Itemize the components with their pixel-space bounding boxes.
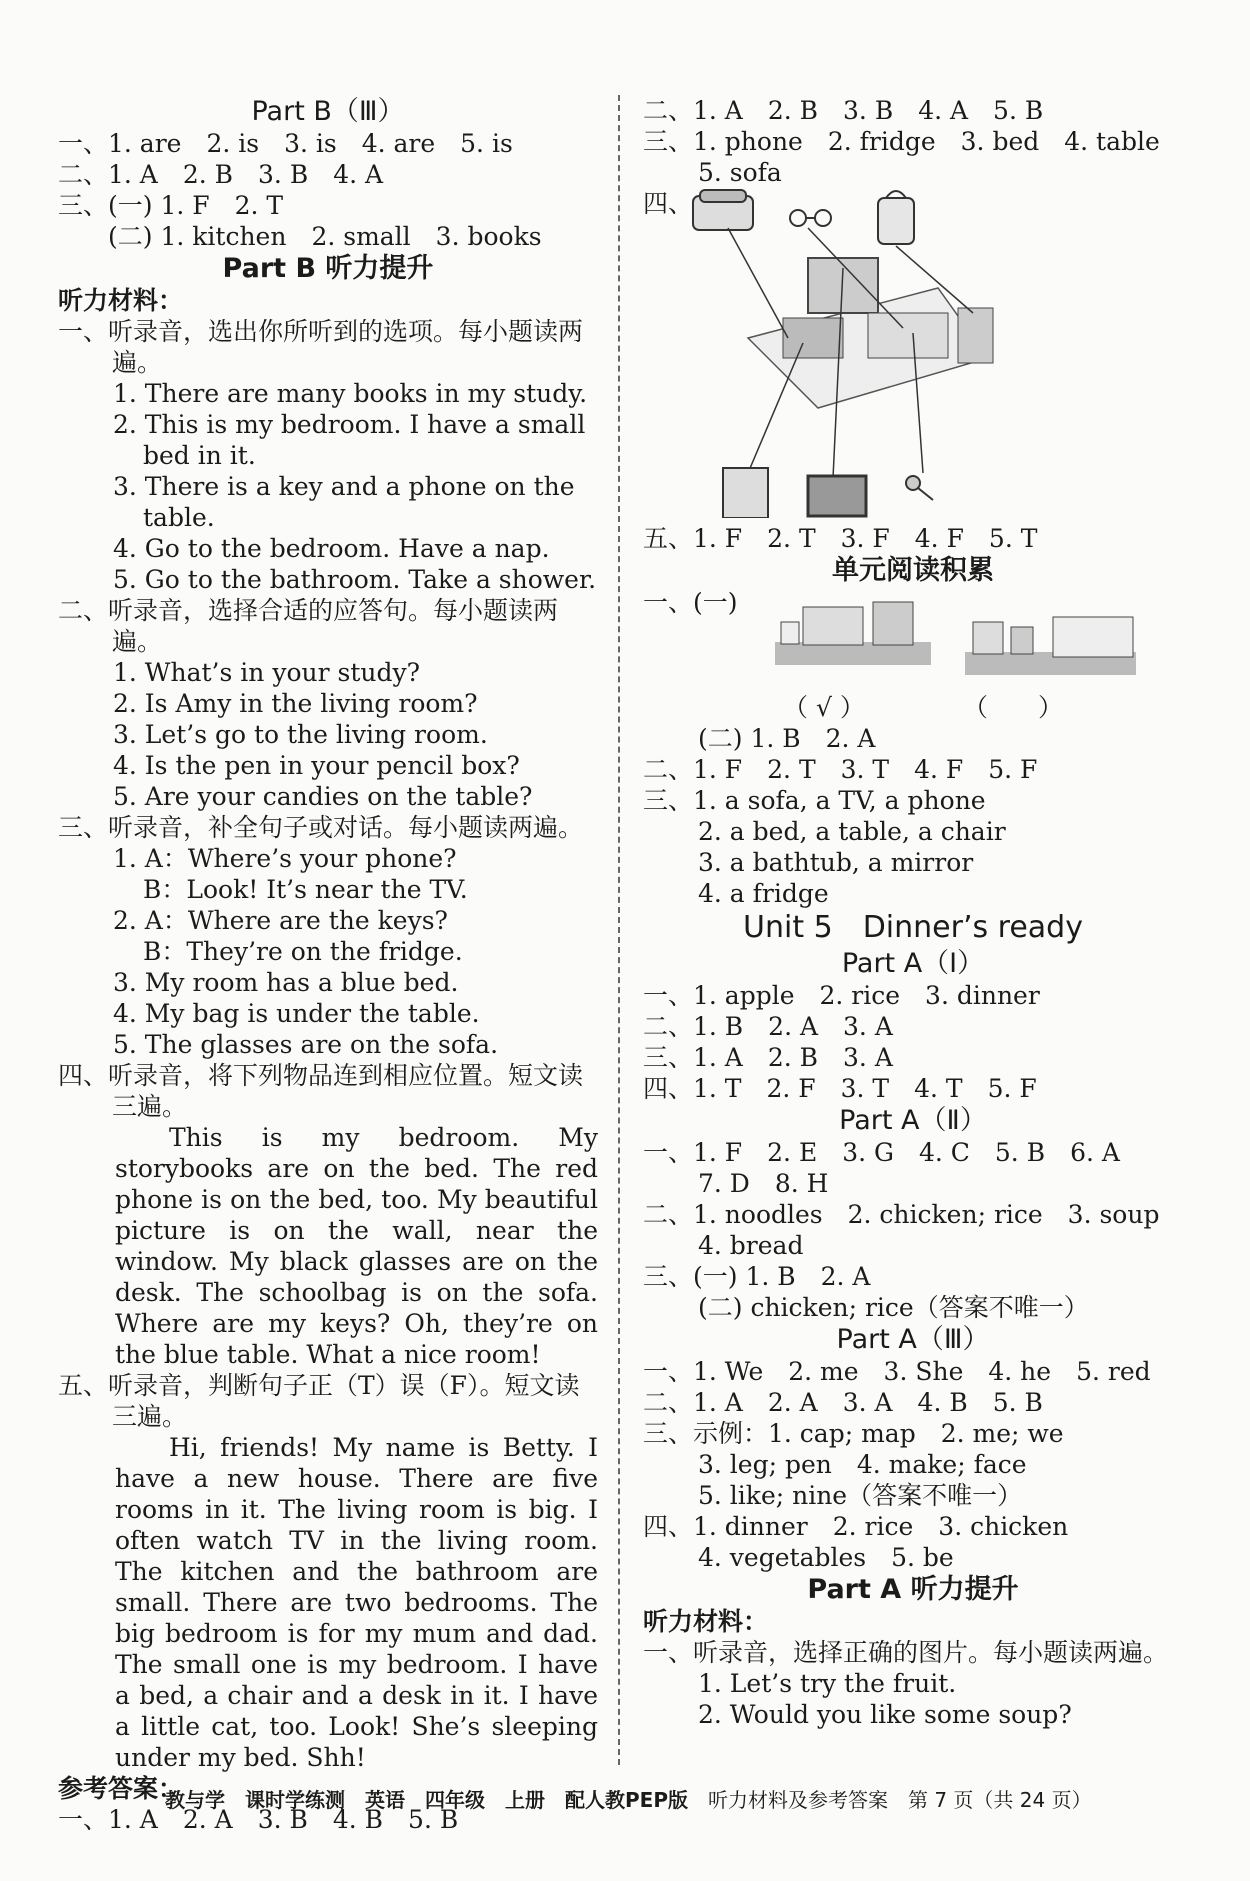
answer-line: 三、1. A 2. B 3. A	[643, 1043, 893, 1072]
page-footer	[165, 1785, 1165, 1816]
answer-line: (二) 1. B 2. A	[698, 724, 876, 753]
answer-label: 参考答案：	[58, 1774, 184, 1803]
right-column	[643, 95, 1183, 1730]
list-item: 3. My room has a blue bed.	[113, 968, 459, 997]
passage: This is my bedroom. My storybooks are on the bed. The red phone is on the bed, too. My beautiful picture is on the wall, near the window. My black glasses are on the desk. The schoolbag is on the sofa. Where are my keys? Oh, they’re on the blue table. What a nice room!	[115, 1123, 606, 1369]
answer-line: 五、1. F 2. T 3. F 4. F 5. T	[643, 524, 1038, 553]
check-mark-1: （ √ ）	[783, 693, 865, 722]
list-item: 2. A：Where are the keys?	[113, 906, 448, 935]
reading-title: 单元阅读积累	[832, 555, 994, 586]
schoolbag-icon	[878, 191, 914, 244]
answer-line: 二、1. B 2. A 3. A	[643, 1012, 893, 1041]
answer-line: 7. D 8. H	[698, 1169, 829, 1198]
reading-pictures	[643, 587, 1183, 692]
bedroom-picture	[963, 597, 1138, 677]
answer-line: (二) chicken; rice（答案不唯一）	[698, 1293, 1089, 1322]
section-label: 四、	[643, 189, 694, 218]
footer-section: 听力材料及参考答案	[707, 1788, 888, 1812]
list-item: 4. Is the pen in your pencil box?	[113, 751, 520, 780]
list-item: 1. There are many books in my study.	[113, 379, 588, 408]
list-item: 1. What’s in your study?	[113, 658, 420, 687]
list-item: 3. Let’s go to the living room.	[113, 720, 488, 749]
room-illustration	[688, 188, 1148, 518]
answer-line: 4. bread	[698, 1231, 804, 1260]
part-b3-title: Part B（Ⅲ）	[251, 96, 405, 127]
answer-line: 二、1. A 2. B 3. B 4. A 5. B	[643, 96, 1044, 125]
list-item: B：Look! It’s near the TV.	[143, 875, 468, 904]
list-item: 1. A：Where’s your phone?	[113, 844, 457, 873]
section-heading: 一、听录音，选择正确的图片。每小题读两遍。	[643, 1638, 1169, 1667]
list-item: B：They’re on the fridge.	[143, 937, 463, 966]
answer-line: 一、1. We 2. me 3. She 4. he 5. red	[643, 1357, 1151, 1386]
answer-line: 5. sofa	[698, 158, 782, 187]
part-b-listen-title: Part B 听力提升	[222, 253, 434, 284]
answer-line: 四、1. T 2. F 3. T 4. T 5. F	[643, 1074, 1037, 1103]
answer-line: 2. a bed, a table, a chair	[698, 817, 1006, 846]
answer-line: 一、1. F 2. E 3. G 4. C 5. B 6. A	[643, 1138, 1120, 1167]
list-item: 3. There is a key and a phone on the table.	[113, 472, 583, 532]
answer-line: 三、示例：1. cap; map 2. me; we	[643, 1419, 1064, 1448]
list-item: 1. Let’s try the fruit.	[698, 1669, 957, 1698]
storybook-icon	[723, 468, 768, 518]
answer-line: 3. a bathtub, a mirror	[698, 848, 974, 877]
list-item: 5. Go to the bathroom. Take a shower.	[113, 565, 597, 594]
list-item: 4. Go to the bedroom. Have a nap.	[113, 534, 550, 563]
answer-line: (二) 1. kitchen 2. small 3. books	[58, 222, 542, 251]
page-number: 第 7 页（共 24 页）	[907, 1788, 1092, 1812]
list-item: 2. This is my bedroom. I have a small bed in it.	[113, 410, 594, 470]
answer-line: 四、1. dinner 2. rice 3. chicken	[643, 1512, 1069, 1541]
list-item: 2. Is Amy in the living room?	[113, 689, 478, 718]
answer-line: 一、1. apple 2. rice 3. dinner	[643, 981, 1040, 1010]
section-heading: 一、听录音，选出你所听到的选项。每小题读两遍。	[58, 317, 584, 377]
check-row	[643, 692, 1183, 723]
section-heading: 四、听录音，将下列物品连到相应位置。短文读三遍。	[58, 1061, 584, 1121]
column-divider	[618, 95, 620, 1765]
part-a2-title: Part A（Ⅱ）	[839, 1105, 987, 1136]
section-label: 一、(一)	[643, 588, 738, 617]
answer-line: 二、1. F 2. T 3. T 4. F 5. F	[643, 755, 1038, 784]
check-mark-2: （ ）	[963, 693, 1064, 722]
list-item: 2. Would you like some soup?	[698, 1700, 1072, 1729]
material-label: 听力材料：	[58, 286, 184, 315]
section-heading: 三、听录音，补全句子或对话。每小题读两遍。	[58, 813, 584, 842]
answer-line: 4. a fridge	[698, 879, 829, 908]
picture-frame-icon	[808, 476, 866, 516]
passage: Hi, friends! My name is Betty. I have a new house. There are five rooms in it. The living room is big. I often watch TV in the living room. The kitchen and the bathroom are small. There are two bedrooms. The big bedroom is for my mum and dad. The small one is my bedroom. I have a bed, a chair and a desk in it. I have a little cat, too. Look! She’s sleeping under my bed. Shh!	[115, 1433, 606, 1772]
room-scene	[728, 228, 993, 478]
section-heading: 五、听录音，判断句子正（T）误（F）。短文读三遍。	[58, 1371, 580, 1431]
answer-line: 4. vegetables 5. be	[698, 1543, 954, 1572]
answer-line: 三、(一) 1. F 2. T	[58, 191, 284, 220]
part-a-listen-title: Part A 听力提升	[807, 1574, 1019, 1605]
footer-brand: 教与学 课时学练测 英语 四年级 上册 配人教PEP版	[165, 1788, 688, 1812]
unit-title: Unit 5 Dinner’s ready	[743, 910, 1083, 945]
list-item: 5. The glasses are on the sofa.	[113, 1030, 499, 1059]
answer-line: 三、1. a sofa, a TV, a phone	[643, 786, 986, 815]
answer-line: 二、1. A 2. A 3. A 4. B 5. B	[643, 1388, 1043, 1417]
answer-line: 一、1. are 2. is 3. is 4. are 5. is	[58, 129, 513, 158]
answer-line: 三、(一) 1. B 2. A	[643, 1262, 871, 1291]
answer-line: 一、1. A 2. A 3. B 4. B 5. B	[58, 1805, 459, 1834]
glasses-icon	[790, 210, 831, 226]
matching-illustration	[643, 188, 1183, 523]
answer-line: 二、1. A 2. B 3. B 4. A	[58, 160, 384, 189]
part-a3-title: Part A（Ⅲ）	[836, 1324, 990, 1355]
material-label: 听力材料：	[643, 1607, 769, 1636]
answer-line: 3. leg; pen 4. make; face	[698, 1450, 1027, 1479]
answer-line: 5. like; nine（答案不唯一）	[698, 1481, 1023, 1510]
keys-icon	[906, 476, 933, 500]
part-a1-title: Part A（Ⅰ）	[841, 948, 985, 979]
list-item: 4. My bag is under the table.	[113, 999, 480, 1028]
answer-line: 二、1. noodles 2. chicken; rice 3. soup	[643, 1200, 1160, 1229]
list-item: 5. Are your candies on the table?	[113, 782, 533, 811]
phone-icon	[693, 190, 753, 230]
study-room-picture	[773, 587, 933, 667]
section-heading: 二、听录音，选择合适的应答句。每小题读两遍。	[58, 596, 559, 656]
left-column	[58, 95, 606, 1835]
answer-line: 三、1. phone 2. fridge 3. bed 4. table	[643, 127, 1160, 156]
